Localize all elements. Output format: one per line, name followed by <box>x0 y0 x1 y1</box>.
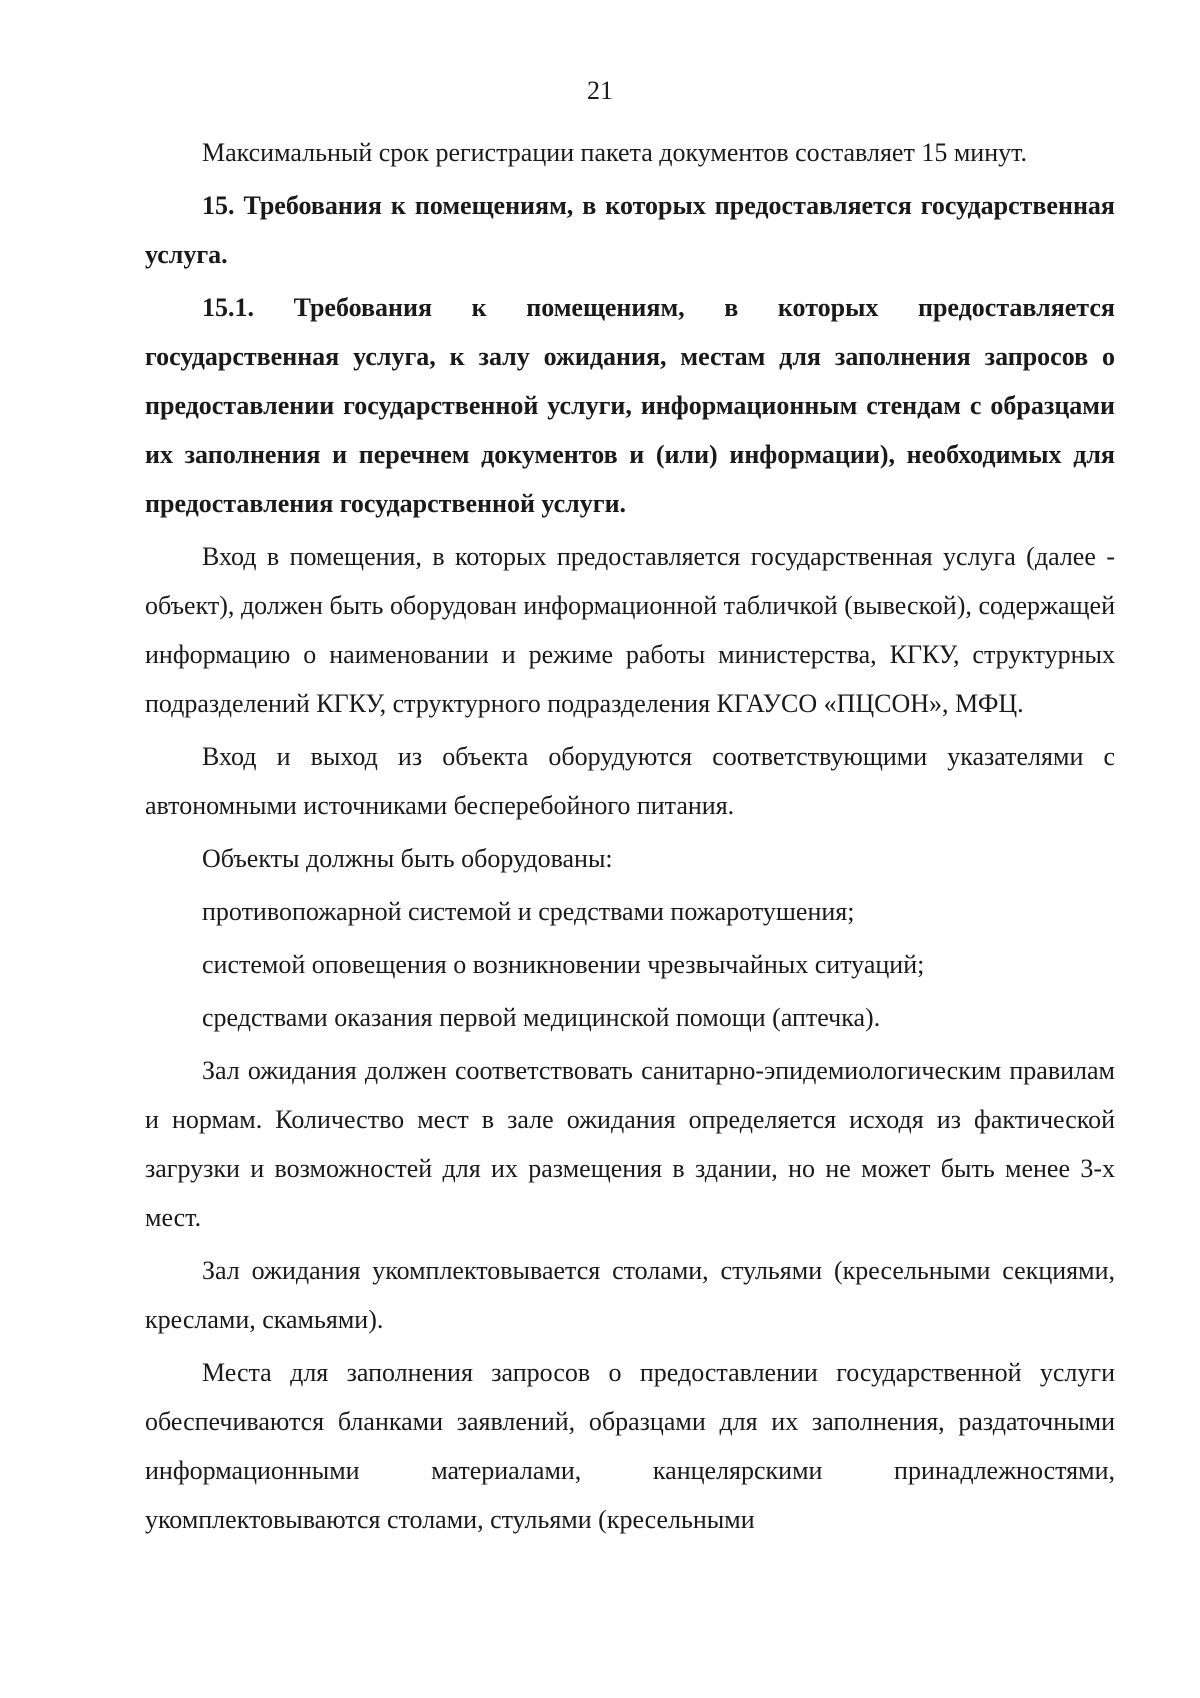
document-body <box>145 128 1115 1548</box>
paragraph-equipment-intro: Объекты должны быть оборудованы: <box>202 844 613 873</box>
paragraph-waiting-room-norms: Зал ожидания должен соответствовать санитарно-эпидемиологическим правилам и нормам. Количество мест в зале ожидания определяется исходя из фактической загрузки и возможностей для их размещения в здании, но не может быть менее 3-х мест. <box>145 1056 1115 1232</box>
section-heading-15-1: 15.1. Требования к помещениям, в которых предоставляется государственная услуга, к залу ожидания, местам для заполнения запросов о предоставлении государственной услуги, информационным стендам с образцами их заполнения и перечнем документов и (или) информации), необходимых для предоставления государственной услуги. <box>145 293 1115 518</box>
paragraph-waiting-room-furniture: Зал ожидания укомплектовывается столами, стульями (кресельными секциями, креслами, скамьями). <box>145 1256 1115 1334</box>
paragraph-request-places: Места для заполнения запросов о предоставлении государственной услуги обеспечиваются бланками заявлений, образцами для их заполнения, раздаточными информационными материалами, канцелярскими принадлежностями, укомплектовываются столами, стульями (кресельными <box>145 1358 1115 1534</box>
section-heading-15: 15. Требования к помещениям, в которых предоставляется государственная услуга. <box>145 191 1115 269</box>
list-item-alert-system: системой оповещения о возникновении чрезвычайных ситуаций; <box>202 950 925 979</box>
list-item-fire-system: противопожарной системой и средствами пожаротушения; <box>202 897 855 926</box>
paragraph-registration-time: Максимальный срок регистрации пакета документов составляет 15 минут. <box>202 138 1028 167</box>
paragraph-entrance-exit: Вход и выход из объекта оборудуются соответствующими указателями с автономными источниками бесперебойного питания. <box>145 742 1115 820</box>
paragraph-entrance-sign: Вход в помещения, в которых предоставляется государственная услуга (далее - объект), должен быть оборудован информационной табличкой (вывеской), содержащей информацию о наименовании и режиме работы министерства, КГКУ, структурных подразделений КГКУ, структурного подразделения КГАУСО «ПЦСОН», МФЦ. <box>145 542 1115 718</box>
list-item-first-aid: средствами оказания первой медицинской помощи (аптечка). <box>202 1003 881 1032</box>
page-number: 21 <box>587 76 613 105</box>
